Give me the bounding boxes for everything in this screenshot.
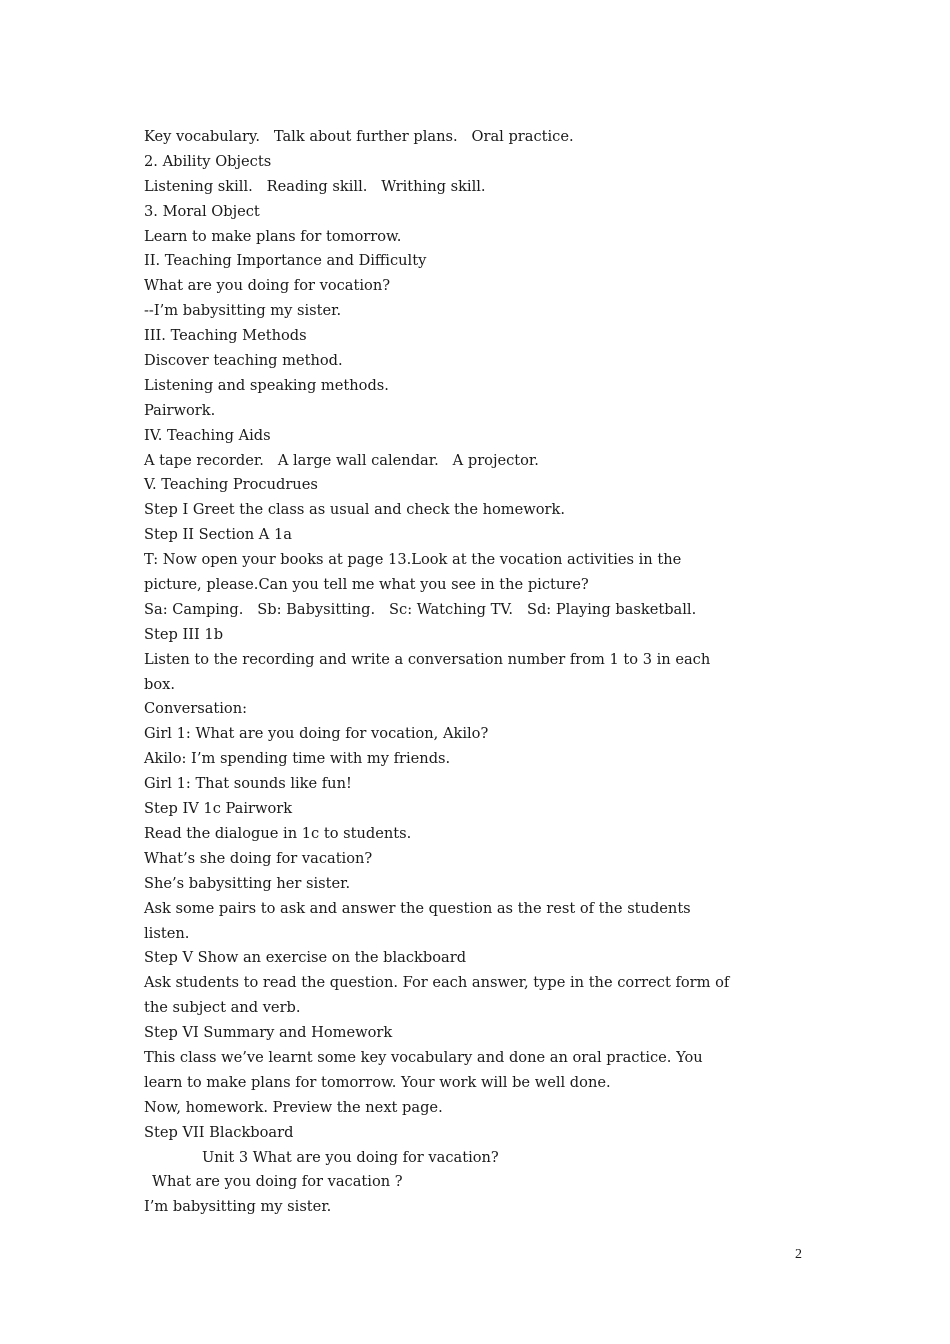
step-heading: Step II Section A 1a [144, 526, 292, 544]
section-heading: IV. Teaching Aids [144, 426, 271, 444]
text-line: She’s babysitting her sister. [144, 874, 351, 892]
text-line: box. [144, 675, 175, 693]
text-line: listen. [144, 924, 190, 942]
text-line: --I’m babysitting my sister. [144, 302, 342, 320]
dialogue-line: Girl 1: That sounds like fun! [144, 775, 352, 793]
text-line: the subject and verb. [144, 999, 301, 1017]
text-line: Discover teaching method. [144, 352, 343, 370]
text-line: Pairwork. [144, 401, 216, 419]
blackboard-line: I’m babysitting my sister. [144, 1198, 332, 1216]
text-line: A tape recorder. A large wall calendar. A projector. [144, 451, 539, 469]
step-heading: Step VII Blackboard [144, 1123, 294, 1141]
section-heading: II. Teaching Importance and Difficulty [144, 252, 427, 270]
text-line: Now, homework. Preview the next page. [144, 1098, 443, 1116]
text-line: Listen to the recording and write a conversation number from 1 to 3 in each [144, 650, 711, 668]
text-line: Ask some pairs to ask and answer the question as the rest of the students [144, 899, 691, 917]
step-heading: Step VI Summary and Homework [144, 1024, 393, 1042]
text-line: This class we’ve learnt some key vocabulary and done an oral practice. You [144, 1048, 703, 1066]
step-heading: Step V Show an exercise on the blackboard [144, 949, 467, 967]
text-line: Listening skill. Reading skill. Writhing skill. [144, 177, 486, 195]
text-line: Read the dialogue in 1c to students. [144, 824, 412, 842]
section-heading: 2. Ability Objects [144, 152, 272, 170]
text-line: learn to make plans for tomorrow. Your work will be well done. [144, 1073, 611, 1091]
text-line: What are you doing for vocation? [144, 277, 391, 295]
text-line: Ask students to read the question. For each answer, type in the correct form of [144, 974, 730, 992]
step-heading: Step III 1b [144, 625, 224, 643]
blackboard-line: What are you doing for vacation ? [152, 1173, 403, 1191]
text-line: Conversation: [144, 700, 248, 718]
step-heading: Step IV 1c Pairwork [144, 800, 293, 818]
document-body [144, 125, 814, 1220]
dialogue-line: Girl 1: What are you doing for vocation, Akilo? [144, 725, 489, 743]
step-heading: Step I Greet the class as usual and check the homework. [144, 501, 565, 519]
text-line: What’s she doing for vacation? [144, 849, 373, 867]
blackboard-title: Unit 3 What are you doing for vacation? [202, 1148, 499, 1166]
text-line: Key vocabulary. Talk about further plans. Oral practice. [144, 128, 574, 145]
dialogue-line: Akilo: I’m spending time with my friends. [144, 750, 451, 768]
text-line: Sa: Camping. Sb: Babysitting. Sc: Watching TV. Sd: Playing basketball. [144, 600, 697, 618]
section-heading: 3. Moral Object [144, 202, 260, 220]
text-line: Learn to make plans for tomorrow. [144, 227, 402, 245]
text-line: T: Now open your books at page 13.Look at the vocation activities in the [144, 551, 682, 569]
section-heading: V. Teaching Procudrues [144, 476, 318, 494]
text-line: Listening and speaking methods. [144, 376, 389, 394]
section-heading: III. Teaching Methods [144, 327, 307, 345]
text-line: picture, please.Can you tell me what you see in the picture? [144, 576, 589, 594]
page-number: 2 [795, 1247, 802, 1262]
